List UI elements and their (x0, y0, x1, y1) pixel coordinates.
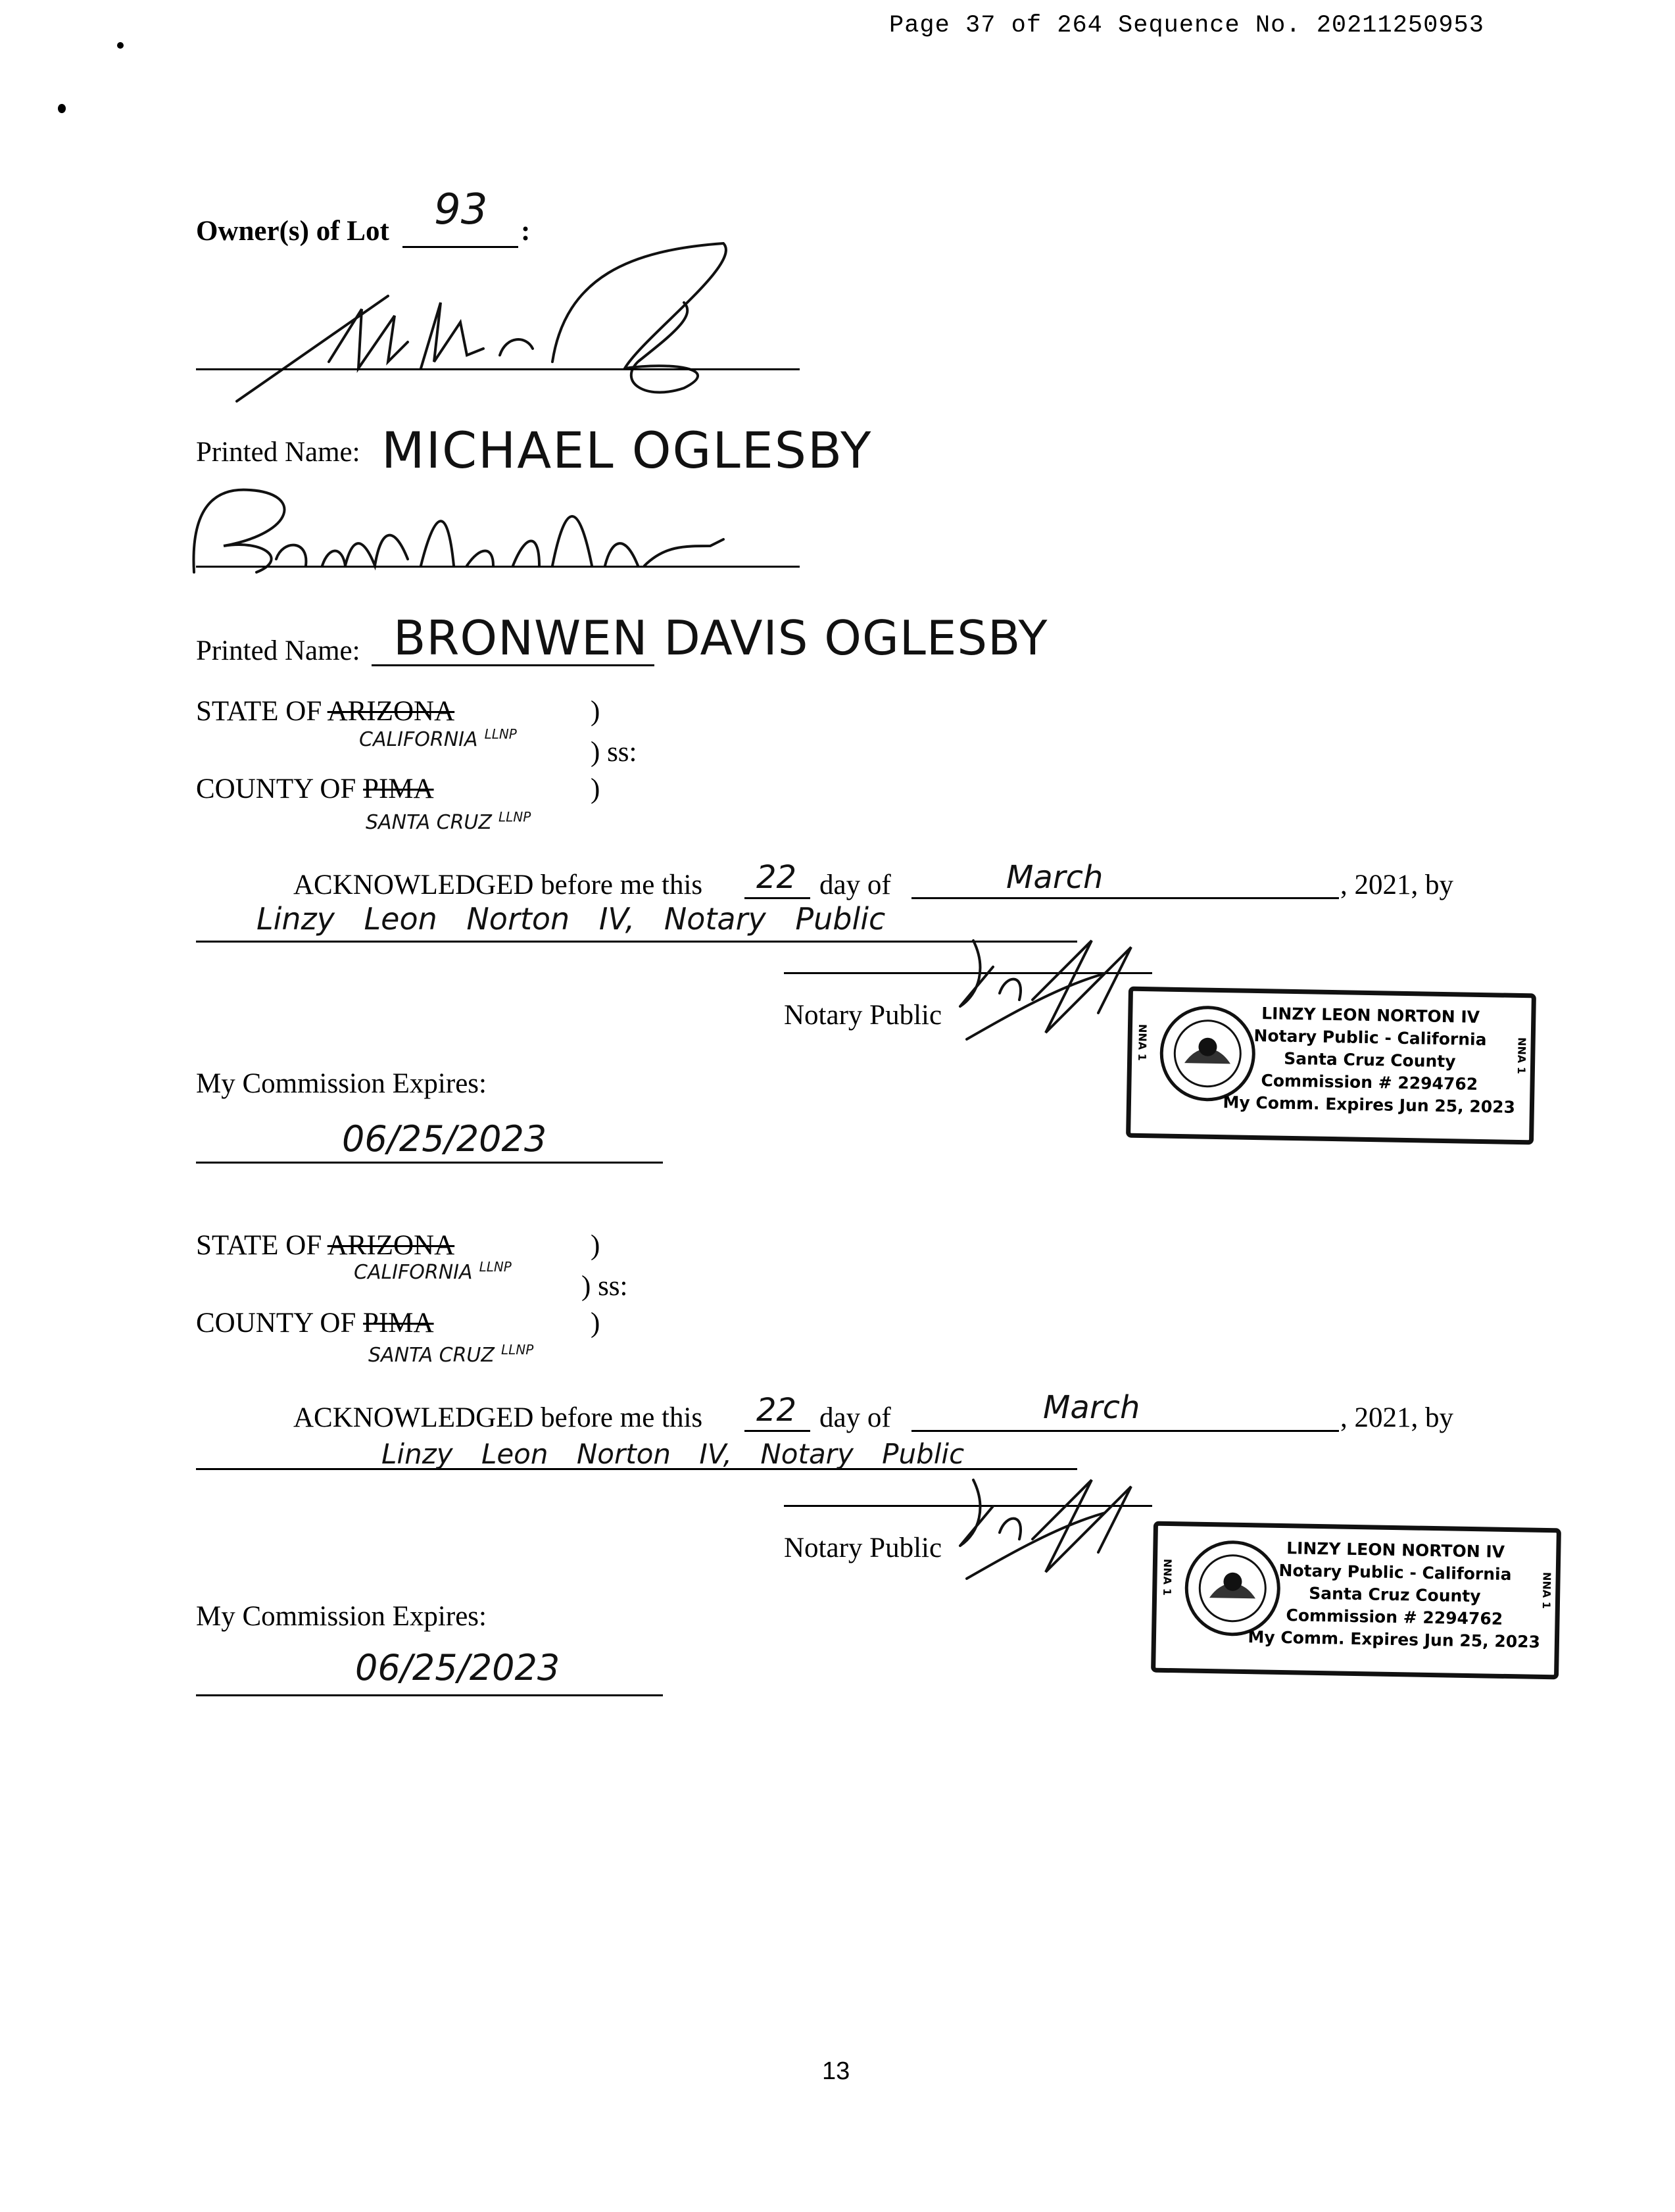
page-number: 13 (822, 2057, 850, 2085)
year-by: , 2021, by (1340, 870, 1453, 900)
stamp-line1: LINZY LEON NORTON IV (1261, 1004, 1480, 1027)
county-handwritten (368, 1342, 533, 1367)
county-handwritten-text: SANTA CRUZ (368, 1344, 495, 1367)
notary-signature (934, 927, 1157, 1046)
scan-speck (58, 104, 66, 113)
stamp-line3: Santa Cruz County (1284, 1048, 1456, 1071)
owner1-signature-line (196, 368, 800, 370)
ack-by-name: Linzy Leon Norton IV, Notary Public (381, 1438, 965, 1470)
day-of-label: day of (819, 870, 891, 900)
state-label (196, 697, 454, 725)
lot-label: Owner(s) of Lot (196, 216, 389, 247)
stamp-text (1248, 1536, 1541, 1654)
stamp-side-label: NNA 1 (1540, 1571, 1553, 1610)
stamp-side-label: NNA 1 (1161, 1558, 1175, 1596)
county-paren: ) (591, 1308, 600, 1339)
commission-label: My Commission Expires: (196, 1068, 487, 1099)
owner1-printed-name: MICHAEL OGLESBY (381, 421, 873, 479)
ack-day: 22 (756, 1392, 797, 1429)
county-struck: PIMA (363, 1308, 434, 1339)
ack-month: March (1043, 1389, 1140, 1426)
commission-line (196, 1162, 663, 1164)
county-label (196, 775, 434, 803)
owner2-printed-name: BRONWEN DAVIS OGLESBY (393, 610, 1048, 666)
notary-public-label: Notary Public (784, 1000, 942, 1031)
ss-label: ) ss: (581, 1271, 628, 1302)
commission-date: 06/25/2023 (342, 1118, 547, 1160)
state-initials: LLNP (479, 1259, 512, 1275)
county-handwritten-text: SANTA CRUZ (366, 811, 492, 834)
ack-prefix: ACKNOWLEDGED before me this (293, 1402, 703, 1433)
printed-name-label: Printed Name: (196, 437, 360, 468)
notary-stamp (1151, 1521, 1561, 1680)
stamp-line3: Santa Cruz County (1309, 1583, 1481, 1606)
notary-signature (934, 1467, 1157, 1585)
lot-number: 93 (434, 185, 488, 234)
ack-month: March (1006, 859, 1104, 896)
stamp-side-label: NNA 1 (1136, 1023, 1150, 1062)
day-line (744, 897, 810, 899)
stamp-line4: Commission # 2294762 (1286, 1606, 1503, 1629)
ss-label: ) ss: (591, 737, 637, 768)
owner2-signature-line (196, 566, 800, 568)
state-handwritten (354, 1259, 512, 1284)
state-struck: ARIZONA (327, 696, 455, 727)
month-line (911, 1430, 1339, 1432)
year-by: , 2021, by (1340, 1402, 1453, 1433)
state-label-text: STATE OF (196, 696, 322, 727)
month-line (911, 897, 1339, 899)
state-paren: ) (591, 696, 600, 727)
stamp-side-label: NNA 1 (1515, 1037, 1528, 1075)
notary-stamp (1126, 987, 1536, 1145)
state-paren: ) (591, 1230, 600, 1261)
scan-speck (117, 42, 124, 49)
stamp-line5: My Comm. Expires Jun 25, 2023 (1248, 1627, 1541, 1652)
day-line (744, 1430, 810, 1432)
stamp-line2: Notary Public - California (1253, 1025, 1487, 1050)
county-struck: PIMA (363, 774, 434, 804)
commission-date: 06/25/2023 (355, 1647, 560, 1688)
state-struck: ARIZONA (327, 1230, 455, 1261)
county-label (196, 1309, 434, 1337)
state-initials: LLNP (484, 726, 517, 742)
ack-by-name: Linzy Leon Norton IV, Notary Public (256, 901, 886, 937)
county-paren: ) (591, 774, 600, 804)
day-of-label: day of (819, 1402, 891, 1433)
state-handwritten (359, 726, 517, 751)
notary-public-label: Notary Public (784, 1533, 942, 1563)
county-handwritten (366, 809, 531, 834)
stamp-line4: Commission # 2294762 (1261, 1071, 1478, 1094)
ack-day: 22 (756, 859, 797, 896)
county-label-text: COUNTY OF (196, 774, 356, 804)
stamp-line2: Notary Public - California (1278, 1560, 1512, 1585)
commission-line (196, 1694, 663, 1696)
county-label-text: COUNTY OF (196, 1308, 356, 1339)
stamp-line1: LINZY LEON NORTON IV (1286, 1538, 1505, 1561)
owner2-signature (184, 474, 776, 585)
owner1-signature (224, 237, 763, 414)
stamp-line5: My Comm. Expires Jun 25, 2023 (1223, 1093, 1516, 1117)
page-header: Page 37 of 264 Sequence No. 20211250953 (889, 12, 1484, 39)
state-handwritten-text: CALIFORNIA (354, 1261, 473, 1284)
county-initials: LLNP (498, 809, 531, 825)
county-initials: LLNP (500, 1342, 534, 1358)
lot-colon: : (521, 216, 531, 247)
state-label-text: STATE OF (196, 1230, 322, 1261)
stamp-text (1223, 1002, 1517, 1119)
printed-name-label: Printed Name: (196, 635, 360, 666)
state-label (196, 1231, 454, 1260)
commission-label: My Commission Expires: (196, 1601, 487, 1632)
ack-prefix: ACKNOWLEDGED before me this (293, 870, 703, 900)
state-handwritten-text: CALIFORNIA (359, 728, 478, 751)
